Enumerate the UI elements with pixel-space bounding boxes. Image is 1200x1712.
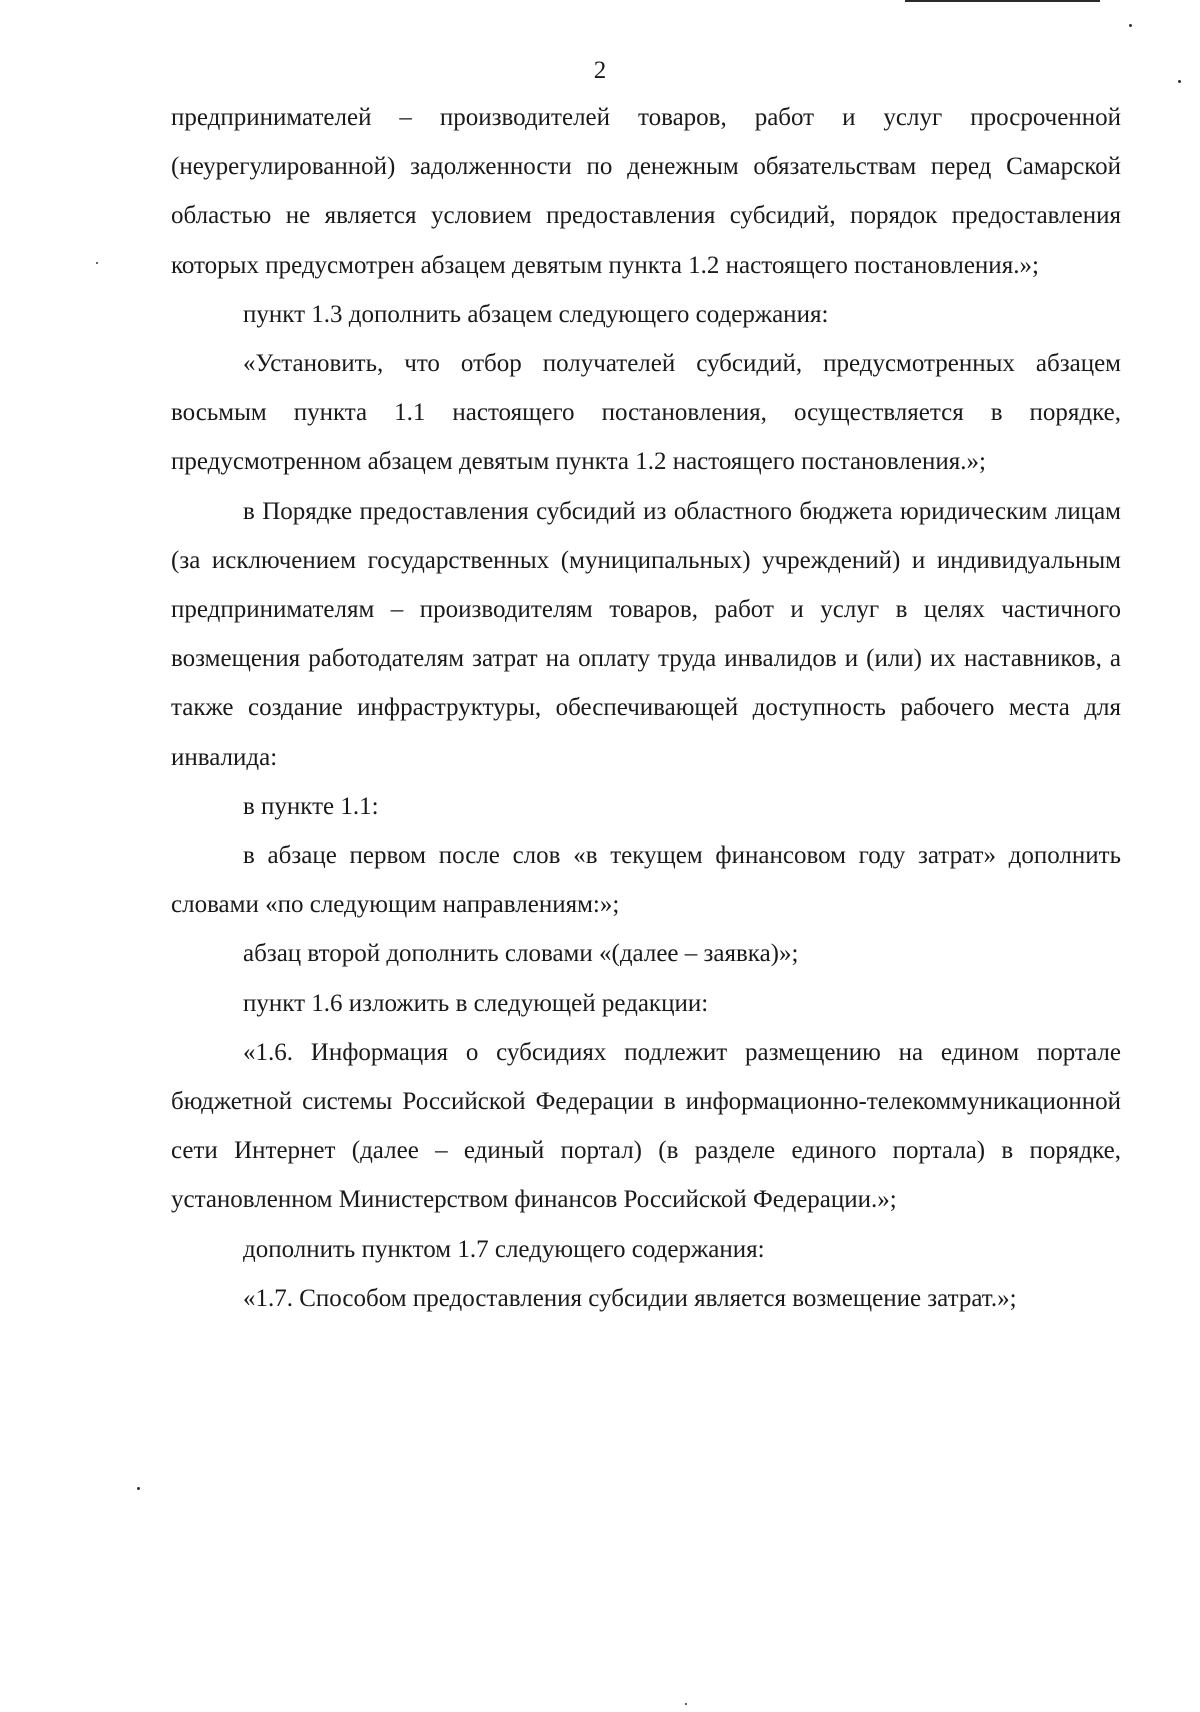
paragraph-quote-1-7: «1.7. Способом предоставления субсидии является возмещение затрат.»; [243,1284,1017,1312]
paragraph-item-1-6: пункт 1.6 изложить в следующей редакции: [243,989,709,1017]
paragraph-quote-1-6: «1.6. Информация о субсидиях подлежит размещению на едином портале бюджетной системы Российской Федерации в информационно-телекоммуникационной сети Интернет (далее – единый портал) (в разделе единого портала) в порядке, установленном Министерством финансов Российской Федерации.»; [171,1038,1121,1214]
paragraph-amend-1-3: пункт 1.3 дополнить абзацем следующего содержания: [243,300,829,328]
paragraph-continuation: предпринимателей – производителей товаров, работ и услуг просроченной (неурегулированной) задолженности по денежным обязательствам перед Самарской областью не является условием предоставления субсидий, порядок предоставления которых предусмотрен абзацем девятым пункта 1.2 настоящего постановления.»; [171,104,1121,279]
scan-edge-line [905,0,1100,2]
paragraph-second-abzac: абзац второй дополнить словами «(далее – заявка)»; [243,940,799,968]
paragraph-add-1-7: дополнить пунктом 1.7 следующего содержания: [243,1235,765,1263]
paragraph-procedure: в Порядке предоставления субсидий из областного бюджета юридическим лицам (за исключением государственных (муниципальных) учреждений) и индивидуальным предпринимателям – производителям товаров, работ и услуг в целях частичного возмещения работодателям затрат на оплату труда инвалидов и (или) их наставников, а также создание инфраструктуры, обеспечивающей доступность рабочего места для инвалида: [171,497,1121,771]
paragraph-first-abzac: в абзаце первом после слов «в текущем финансовом году затрат» дополнить словами «по следующим направлениям:»; [171,842,1121,919]
scan-speck [137,1487,140,1490]
paragraph-quote-selection: «Установить, что отбор получателей субсидий, предусмотренных абзацем восьмым пункта 1.1 настоящего постановления, осуществляется в порядке, предусмотренном абзацем девятым пункта 1.2 настоящего постановления.»; [171,350,1121,476]
document-body [171,93,1121,1323]
scan-speck [1178,80,1181,83]
scan-speck [96,262,98,264]
page-number: 2 [593,57,607,84]
paragraph-item-1-1: в пункте 1.1: [243,792,379,820]
scan-speck [685,1703,687,1705]
scan-speck [1129,24,1132,27]
